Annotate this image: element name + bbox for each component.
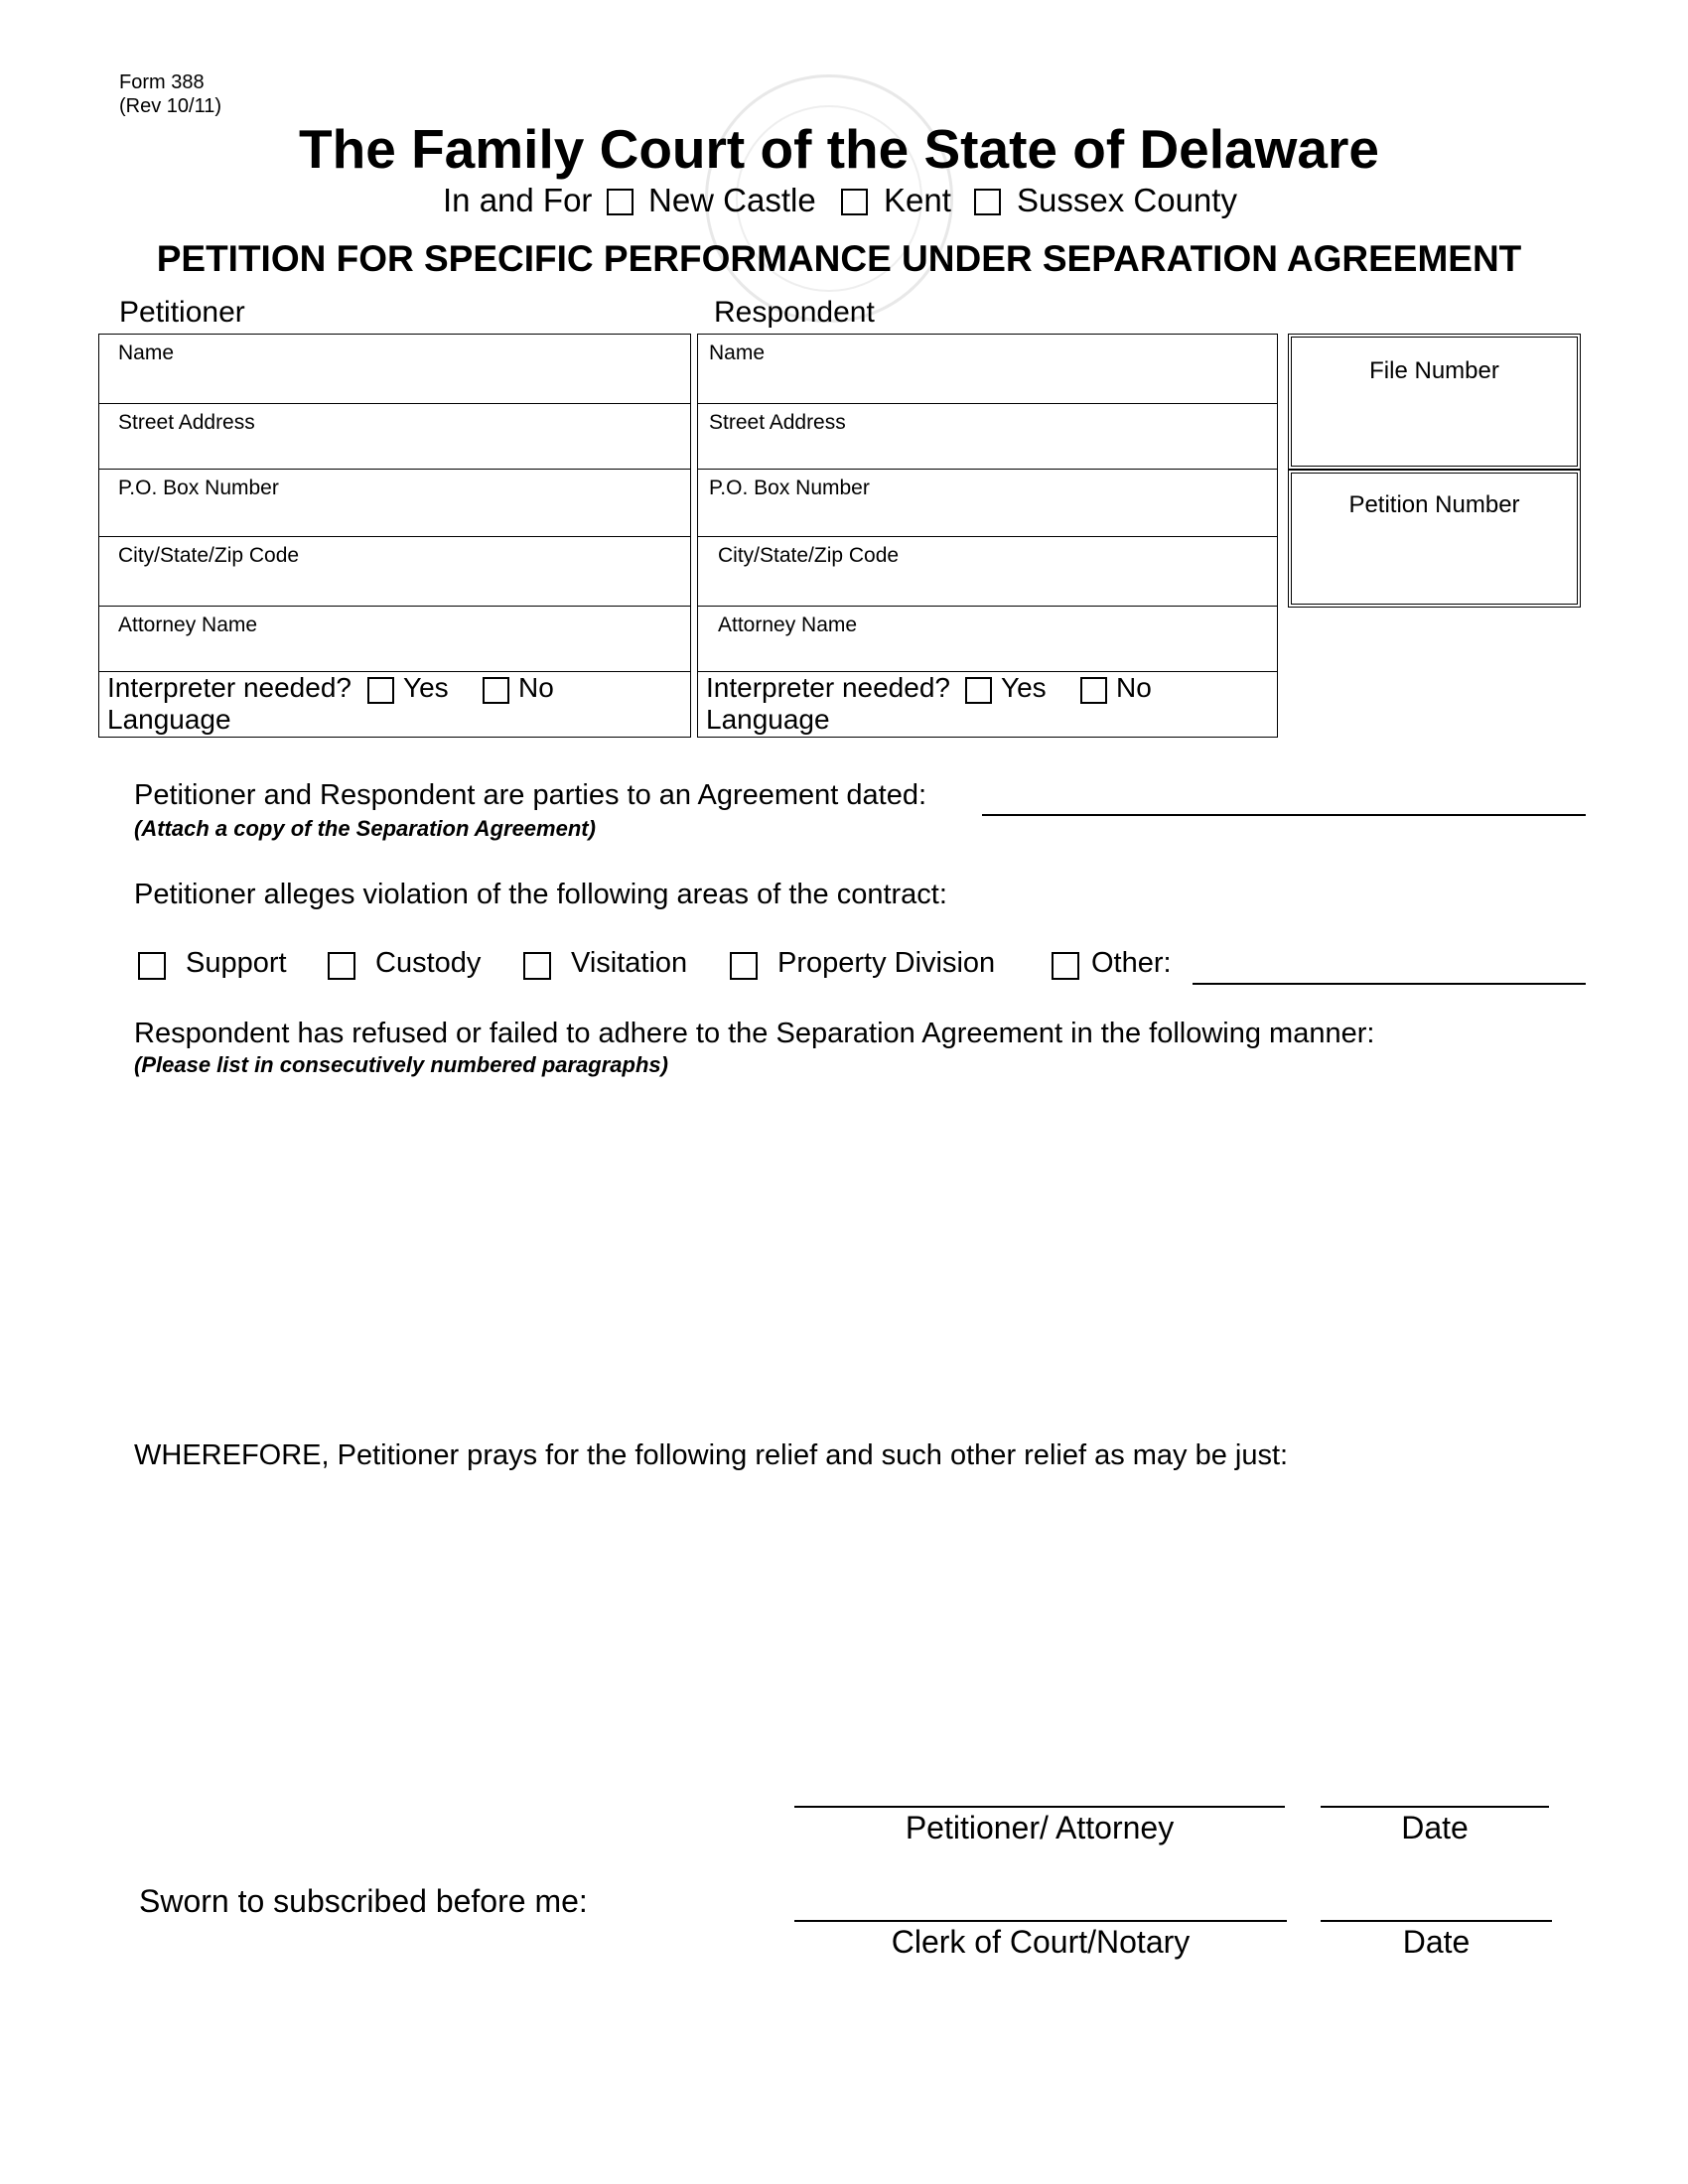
in-and-for-label: In and For: [443, 182, 593, 218]
visitation-label: Visitation: [571, 947, 688, 979]
petitioner-pobox-field[interactable]: [99, 470, 690, 534]
violation-description-area[interactable]: [134, 1087, 1584, 1415]
respondent-interpreter-yes-label: Yes: [1001, 672, 1047, 703]
agreement-dated-text: Petitioner and Respondent are parties to an Agreement dated:: [134, 779, 927, 811]
petitioner-interpreter-no-label: No: [518, 672, 554, 703]
respondent-language-label: Language: [706, 704, 830, 735]
petitioner-date-line[interactable]: [1321, 1806, 1549, 1808]
property-division-checkbox[interactable]: [730, 952, 758, 980]
petitioner-pobox-label: P.O. Box Number: [118, 477, 279, 499]
refused-manner-text: Respondent has refused or failed to adhere to the Separation Agreement in the following manner:: [134, 1018, 1375, 1049]
respondent-pobox-label: P.O. Box Number: [709, 477, 870, 499]
respondent-street-field[interactable]: [698, 404, 1277, 469]
petitioner-signature-line[interactable]: [794, 1806, 1285, 1808]
county-kent-checkbox[interactable]: [841, 189, 868, 215]
petition-number-label: Petition Number: [1348, 491, 1520, 518]
county-sussex-checkbox[interactable]: [974, 189, 1001, 215]
petitioner-interpreter-yes-label: Yes: [403, 672, 449, 703]
clerk-notary-caption: Clerk of Court/Notary: [891, 1924, 1191, 1960]
petitioner-interpreter-yes-checkbox[interactable]: [367, 677, 394, 704]
support-checkbox[interactable]: [138, 952, 166, 980]
sworn-subscribed-text: Sworn to subscribed before me:: [139, 1883, 588, 1919]
custody-checkbox[interactable]: [328, 952, 355, 980]
file-number-box[interactable]: [1288, 334, 1581, 470]
other-specify-line[interactable]: [1193, 983, 1586, 985]
petitioner-interpreter-no-checkbox[interactable]: [483, 677, 509, 704]
respondent-interpreter-label: Interpreter needed?: [706, 672, 950, 703]
respondent-city-label: City/State/Zip Code: [718, 544, 900, 567]
respondent-name-field[interactable]: [698, 335, 1277, 404]
property-division-label: Property Division: [777, 947, 996, 979]
petition-title: PETITION FOR SPECIFIC PERFORMANCE UNDER SEPARATION AGREEMENT: [156, 238, 1522, 279]
respondent-interpreter-no-checkbox[interactable]: [1080, 677, 1107, 704]
respondent-interpreter-yes-checkbox[interactable]: [965, 677, 992, 704]
visitation-checkbox[interactable]: [523, 952, 551, 980]
custody-label: Custody: [375, 947, 482, 979]
numbered-paragraphs-note: (Please list in consecutively numbered paragraphs): [134, 1052, 668, 1077]
petitioner-attorney-caption: Petitioner/ Attorney: [905, 1810, 1175, 1845]
other-checkbox[interactable]: [1052, 952, 1079, 980]
petition-number-box[interactable]: [1288, 470, 1581, 608]
clerk-date-caption: Date: [1402, 1924, 1471, 1960]
petitioner-attorney-field[interactable]: [99, 607, 690, 671]
wherefore-text: WHEREFORE, Petitioner prays for the following relief and such other relief as may be just:: [134, 1439, 1289, 1471]
petitioner-attorney-label: Attorney Name: [118, 614, 258, 636]
county-kent-label: Kent: [884, 182, 951, 218]
petitioner-date-caption: Date: [1401, 1810, 1469, 1845]
clerk-signature-line[interactable]: [794, 1920, 1287, 1922]
agreement-date-line[interactable]: [982, 814, 1586, 816]
petitioner-heading: Petitioner: [119, 296, 245, 329]
county-sussex-label: Sussex County: [1017, 182, 1237, 218]
respondent-pobox-field[interactable]: [698, 470, 1277, 534]
petitioner-street-label: Street Address: [118, 411, 255, 434]
respondent-name-label: Name: [709, 341, 766, 364]
respondent-interpreter-no-label: No: [1116, 672, 1152, 703]
petitioner-city-field[interactable]: [99, 537, 690, 605]
file-number-label: File Number: [1369, 357, 1499, 384]
respondent-attorney-field[interactable]: [698, 607, 1277, 671]
respondent-street-label: Street Address: [709, 411, 846, 434]
clerk-date-line[interactable]: [1321, 1920, 1552, 1922]
petitioner-language-label: Language: [107, 704, 231, 735]
form-revision: (Rev 10/11): [119, 95, 222, 117]
petitioner-info-box: [98, 334, 691, 738]
county-new-castle-checkbox[interactable]: [607, 189, 633, 215]
respondent-heading: Respondent: [714, 296, 875, 329]
alleges-violation-text: Petitioner alleges violation of the following areas of the contract:: [134, 879, 947, 910]
support-label: Support: [186, 947, 287, 979]
other-label: Other:: [1091, 947, 1172, 979]
court-title: The Family Court of the State of Delaware: [299, 118, 1379, 180]
respondent-info-box: [697, 334, 1278, 738]
county-new-castle-label: New Castle: [648, 182, 816, 218]
respondent-attorney-label: Attorney Name: [718, 614, 858, 636]
petitioner-interpreter-label: Interpreter needed?: [107, 672, 352, 703]
attach-copy-note: (Attach a copy of the Separation Agreement): [134, 816, 596, 841]
petitioner-name-field[interactable]: [99, 335, 690, 404]
form-number: Form 388: [119, 71, 205, 93]
relief-description-area[interactable]: [134, 1484, 1584, 1782]
respondent-city-field[interactable]: [698, 537, 1277, 605]
petitioner-city-label: City/State/Zip Code: [118, 544, 300, 567]
petitioner-name-label: Name: [118, 341, 175, 364]
petitioner-street-field[interactable]: [99, 404, 690, 469]
